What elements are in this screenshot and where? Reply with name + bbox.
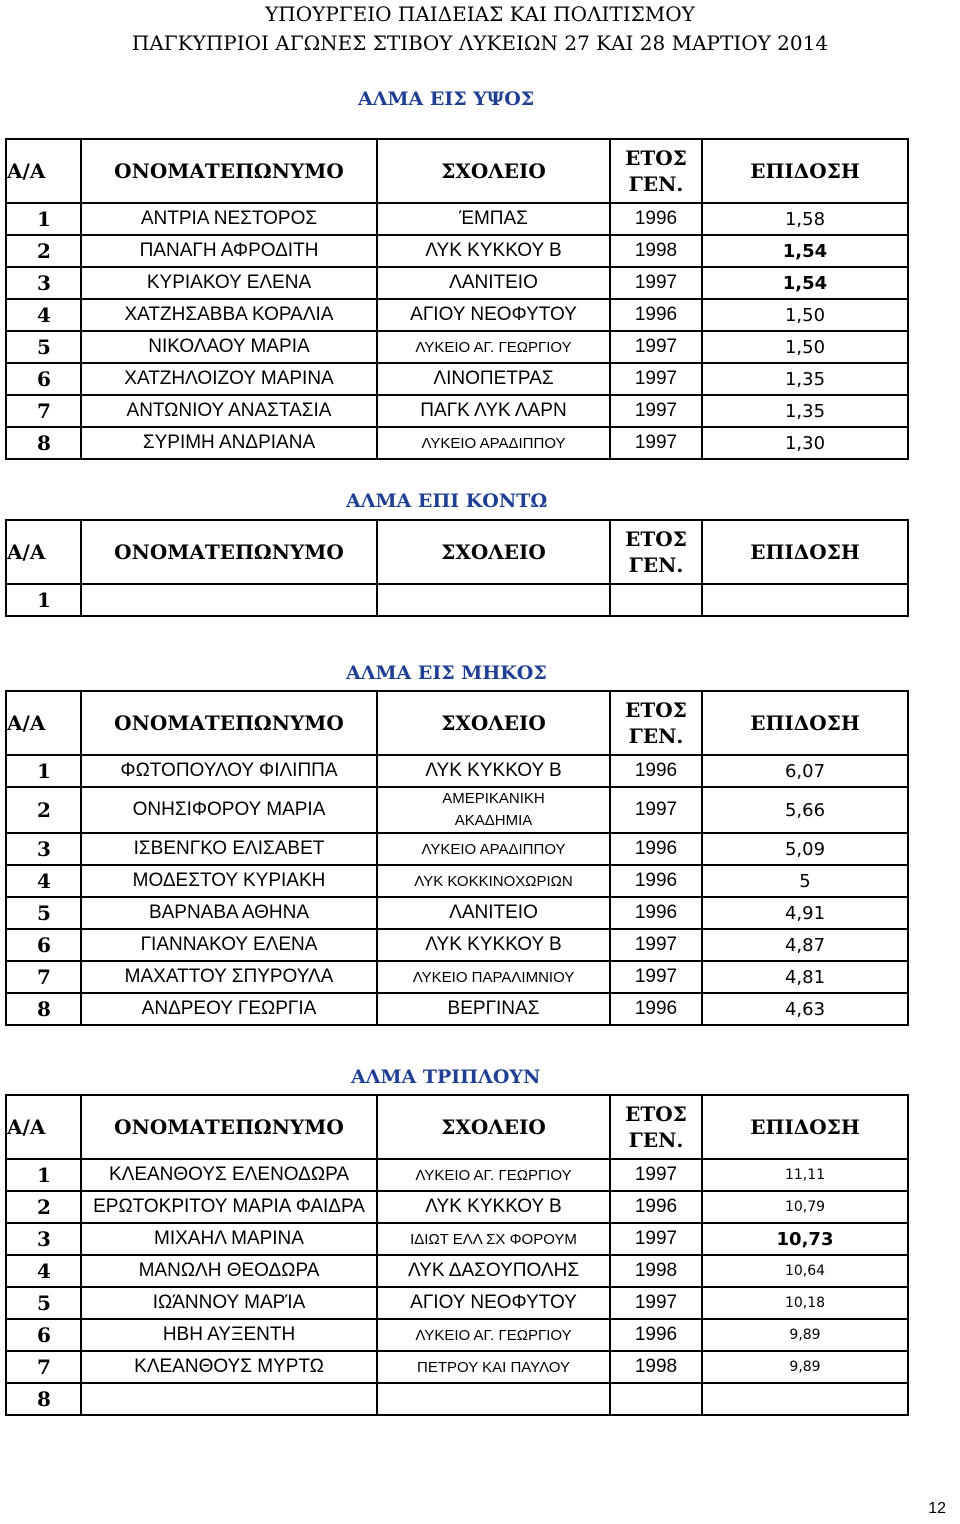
row-year: 1997 <box>610 961 702 993</box>
row-perf: 4,91 <box>702 897 908 929</box>
row-aa: 1 <box>6 755 81 787</box>
col-school: ΣΧΟΛΕΙΟ <box>377 1095 610 1159</box>
col-year-line2: ΓΕΝ. <box>628 724 684 748</box>
table-row <box>6 1287 908 1319</box>
row-perf: 1,50 <box>702 331 908 363</box>
row-school: ΈΜΠΑΣ <box>377 203 610 235</box>
table-row <box>6 865 908 897</box>
row-aa: 1 <box>6 584 81 616</box>
row-school <box>377 1383 610 1415</box>
row-name: ΜΙΧΑΗΛ ΜΑΡΙΝΑ <box>81 1223 377 1255</box>
col-year-line2: ΓΕΝ. <box>628 553 684 577</box>
table-row <box>6 1255 908 1287</box>
col-year <box>610 520 702 584</box>
row-name: ΚΥΡΙΑΚΟΥ ΕΛΕΝΑ <box>81 267 377 299</box>
row-perf <box>702 584 908 616</box>
row-year: 1996 <box>610 1319 702 1351</box>
row-perf: 10,64 <box>702 1255 908 1287</box>
row-aa: 4 <box>6 1255 81 1287</box>
row-perf: 10,79 <box>702 1191 908 1223</box>
row-name: ΓΙΑΝΝΑΚΟΥ ΕΛΕΝΑ <box>81 929 377 961</box>
row-name: ΙΣΒΕΝΓΚΟ ΕΛΙΣΑΒΕΤ <box>81 833 377 865</box>
row-year: 1996 <box>610 833 702 865</box>
row-aa: 7 <box>6 961 81 993</box>
row-school: ΛΥΚ ΚΥΚΚΟΥ Β <box>377 929 610 961</box>
row-perf: 1,54 <box>702 235 908 267</box>
row-school: ΛΥΚΕΙΟ ΑΡΑΔΙΠΠΟΥ <box>377 427 610 459</box>
col-aa: Α/Α <box>6 520 81 584</box>
row-aa: 6 <box>6 363 81 395</box>
row-aa: 2 <box>6 235 81 267</box>
row-school: ΛΥΚΕΙΟ ΠΑΡΑΛΙΜΝΙΟΥ <box>377 961 610 993</box>
col-perf: ΕΠΙΔΟΣΗ <box>702 520 908 584</box>
ministry-title: ΥΠΟΥΡΓΕΙΟ ΠΑΙΔΕΙΑΣ ΚΑΙ ΠΟΛΙΤΙΣΜΟΥ <box>265 2 695 26</box>
row-year: 1996 <box>610 755 702 787</box>
document-header <box>0 0 960 58</box>
col-aa: Α/Α <box>6 691 81 755</box>
col-year <box>610 691 702 755</box>
table-row <box>6 993 908 1025</box>
row-name: ΠΑΝΑΓΗ ΑΦΡΟΔΙΤΗ <box>81 235 377 267</box>
col-year-line2: ΓΕΝ. <box>628 172 684 196</box>
table-long-jump <box>5 690 909 1026</box>
row-year: 1996 <box>610 299 702 331</box>
col-year-line1: ΕΤΟΣ <box>625 698 687 722</box>
row-name: ΚΛΕΑΝΘΟΥΣ ΕΛΕΝΟΔΩΡΑ <box>81 1159 377 1191</box>
table-row <box>6 833 908 865</box>
row-name: ΧΑΤΖΗΛΟΙΖΟΥ ΜΑΡΙΝΑ <box>81 363 377 395</box>
row-aa: 1 <box>6 203 81 235</box>
table-high-jump <box>5 138 909 460</box>
row-year: 1997 <box>610 267 702 299</box>
row-perf: 5,66 <box>702 787 908 833</box>
row-name: ΜΑΝΩΛΗ ΘΕΟΔΩΡΑ <box>81 1255 377 1287</box>
section-title-triple-jump: ΑΛΜΑ ΤΡΙΠΛΟΥΝ <box>351 1066 541 1088</box>
row-perf: 4,81 <box>702 961 908 993</box>
col-school: ΣΧΟΛΕΙΟ <box>377 520 610 584</box>
row-perf: 1,58 <box>702 203 908 235</box>
page-number: 12 <box>928 1500 946 1517</box>
row-school: ΛΑΝΙΤΕΙΟ <box>377 897 610 929</box>
table-row <box>6 1351 908 1383</box>
row-aa: 2 <box>6 787 81 833</box>
row-school: ΛΥΚ ΚΟΚΚΙΝΟΧΩΡΙΩΝ <box>377 865 610 897</box>
row-name: ΑΝΔΡΕΟΥ ΓΕΩΡΓΙΑ <box>81 993 377 1025</box>
row-name: ΗΒΗ ΑΥΞΕΝΤΗ <box>81 1319 377 1351</box>
row-school-line1: ΑΜΕΡΙΚΑΝΙΚΗ <box>442 790 545 807</box>
row-perf: 5 <box>702 865 908 897</box>
row-perf: 5,09 <box>702 833 908 865</box>
col-aa: Α/Α <box>6 1095 81 1159</box>
row-name: ΑΝΤΩΝΙΟΥ ΑΝΑΣΤΑΣΙΑ <box>81 395 377 427</box>
row-name <box>81 584 377 616</box>
row-aa: 2 <box>6 1191 81 1223</box>
table-row <box>6 929 908 961</box>
row-year: 1997 <box>610 1287 702 1319</box>
row-year: 1998 <box>610 235 702 267</box>
row-perf: 6,07 <box>702 755 908 787</box>
row-perf: 1,50 <box>702 299 908 331</box>
table-triple-jump <box>5 1094 909 1416</box>
row-perf: 1,30 <box>702 427 908 459</box>
row-aa: 3 <box>6 267 81 299</box>
row-school: ΙΔΙΩΤ ΕΛΛ ΣΧ ΦΟΡΟΥΜ <box>377 1223 610 1255</box>
row-name: ΝΙΚΟΛΑΟΥ ΜΑΡΙΑ <box>81 331 377 363</box>
row-school: ΛΥΚΕΙΟ ΑΡΑΔΙΠΠΟΥ <box>377 833 610 865</box>
row-aa: 3 <box>6 1223 81 1255</box>
row-aa: 6 <box>6 1319 81 1351</box>
table-row <box>6 1159 908 1191</box>
col-school: ΣΧΟΛΕΙΟ <box>377 139 610 203</box>
row-perf: 10,73 <box>702 1223 908 1255</box>
row-year: 1997 <box>610 1159 702 1191</box>
row-school: ΛΥΚ ΔΑΣΟΥΠΟΛΗΣ <box>377 1255 610 1287</box>
row-school: ΛΙΝΟΠΕΤΡΑΣ <box>377 363 610 395</box>
table-row <box>6 203 908 235</box>
row-aa: 1 <box>6 1159 81 1191</box>
col-year-line1: ΕΤΟΣ <box>625 1102 687 1126</box>
row-school-line2: ΑΚΑΔΗΜΙΑ <box>454 812 533 829</box>
row-perf: 4,87 <box>702 929 908 961</box>
row-school: ΛΥΚΕΙΟ ΑΓ. ΓΕΩΡΓΙΟΥ <box>377 331 610 363</box>
row-name: ΜΟΔΕΣΤΟΥ ΚΥΡΙΑΚΗ <box>81 865 377 897</box>
row-aa: 8 <box>6 427 81 459</box>
section-title-pole-vault: ΑΛΜΑ ΕΠΙ ΚΟΝΤΩ <box>346 490 548 512</box>
table-row <box>6 897 908 929</box>
row-school: ΑΓΙΟΥ ΝΕΟΦΥΤΟΥ <box>377 299 610 331</box>
col-school: ΣΧΟΛΕΙΟ <box>377 691 610 755</box>
row-year: 1997 <box>610 929 702 961</box>
row-year <box>610 584 702 616</box>
row-name: ΜΑΧΑΤΤΟΥ ΣΠΥΡΟΥΛΑ <box>81 961 377 993</box>
row-name: ΕΡΩΤΟΚΡΙΤΟΥ ΜΑΡΙΑ ΦΑΙΔΡΑ <box>81 1191 377 1223</box>
table-row <box>6 787 908 833</box>
row-school: ΛΥΚΕΙΟ ΑΓ. ΓΕΩΡΓΙΟΥ <box>377 1159 610 1191</box>
row-school: ΠΑΓΚ ΛΥΚ ΛΑΡΝ <box>377 395 610 427</box>
row-aa: 5 <box>6 331 81 363</box>
section-title-long-jump: ΑΛΜΑ ΕΙΣ ΜΗΚΟΣ <box>346 662 547 684</box>
table-header-row <box>6 1095 908 1159</box>
table-row <box>6 267 908 299</box>
table-row <box>6 1223 908 1255</box>
row-name: ΙΩΆΝΝΟΥ ΜΑΡΊΑ <box>81 1287 377 1319</box>
row-school: ΛΥΚ ΚΥΚΚΟΥ Β <box>377 755 610 787</box>
row-aa: 7 <box>6 1351 81 1383</box>
row-perf: 1,54 <box>702 267 908 299</box>
table-header-row <box>6 520 908 584</box>
row-year: 1998 <box>610 1351 702 1383</box>
row-name: ΚΛΕΑΝΘΟΥΣ ΜΥΡΤΩ <box>81 1351 377 1383</box>
row-perf: 4,63 <box>702 993 908 1025</box>
row-year: 1998 <box>610 1255 702 1287</box>
row-year: 1996 <box>610 993 702 1025</box>
row-aa: 8 <box>6 993 81 1025</box>
table-row <box>6 427 908 459</box>
row-aa: 4 <box>6 865 81 897</box>
table-row <box>6 331 908 363</box>
col-year-line2: ΓΕΝ. <box>628 1128 684 1152</box>
row-school: ΛΑΝΙΤΕΙΟ <box>377 267 610 299</box>
table-row <box>6 1319 908 1351</box>
col-name: ΟΝΟΜΑΤΕΠΩΝΥΜΟ <box>81 1095 377 1159</box>
col-year-line1: ΕΤΟΣ <box>625 527 687 551</box>
row-name: ΣΥΡΙΜΗ ΑΝΔΡΙΑΝΑ <box>81 427 377 459</box>
col-year <box>610 139 702 203</box>
row-year: 1997 <box>610 395 702 427</box>
row-school: ΠΕΤΡΟΥ ΚΑΙ ΠΑΥΛΟΥ <box>377 1351 610 1383</box>
row-perf: 11,11 <box>702 1159 908 1191</box>
row-perf: 9,89 <box>702 1351 908 1383</box>
row-name: ΧΑΤΖΗΣΑΒΒΑ ΚΟΡΑΛΙΑ <box>81 299 377 331</box>
table-row <box>6 755 908 787</box>
table-header-row <box>6 139 908 203</box>
row-school: ΛΥΚ ΚΥΚΚΟΥ Β <box>377 1191 610 1223</box>
row-year: 1997 <box>610 363 702 395</box>
row-year: 1997 <box>610 787 702 833</box>
row-aa: 6 <box>6 929 81 961</box>
row-aa: 5 <box>6 897 81 929</box>
col-perf: ΕΠΙΔΟΣΗ <box>702 1095 908 1159</box>
col-perf: ΕΠΙΔΟΣΗ <box>702 139 908 203</box>
table-row <box>6 363 908 395</box>
col-aa: Α/Α <box>6 139 81 203</box>
table-header-row <box>6 691 908 755</box>
row-year <box>610 1383 702 1415</box>
row-school: ΛΥΚΕΙΟ ΑΓ. ΓΕΩΡΓΙΟΥ <box>377 1319 610 1351</box>
row-year: 1996 <box>610 897 702 929</box>
table-row <box>6 1191 908 1223</box>
row-aa: 4 <box>6 299 81 331</box>
row-school <box>377 584 610 616</box>
col-name: ΟΝΟΜΑΤΕΠΩΝΥΜΟ <box>81 139 377 203</box>
row-school: ΛΥΚ ΚΥΚΚΟΥ Β <box>377 235 610 267</box>
row-name: ΒΑΡΝΑΒΑ ΑΘΗΝΑ <box>81 897 377 929</box>
row-name: ΦΩΤΟΠΟΥΛΟΥ ΦΙΛΙΠΠΑ <box>81 755 377 787</box>
table-row <box>6 235 908 267</box>
row-name <box>81 1383 377 1415</box>
row-perf: 1,35 <box>702 395 908 427</box>
row-aa: 3 <box>6 833 81 865</box>
row-perf: 10,18 <box>702 1287 908 1319</box>
row-year: 1997 <box>610 331 702 363</box>
col-year <box>610 1095 702 1159</box>
table-row <box>6 961 908 993</box>
row-year: 1997 <box>610 427 702 459</box>
row-perf <box>702 1383 908 1415</box>
row-school: ΒΕΡΓΙΝΑΣ <box>377 993 610 1025</box>
section-title-high-jump: ΑΛΜΑ ΕΙΣ ΥΨΟΣ <box>358 88 535 110</box>
row-year: 1996 <box>610 865 702 897</box>
row-aa: 5 <box>6 1287 81 1319</box>
event-title: ΠΑΓΚΥΠΡΙΟΙ ΑΓΩΝΕΣ ΣΤΙΒΟΥ ΛΥΚΕΙΩΝ 27 ΚΑΙ 28 ΜΑΡΤΙΟΥ 2014 <box>131 31 829 55</box>
row-aa: 7 <box>6 395 81 427</box>
table-row <box>6 395 908 427</box>
col-year-line1: ΕΤΟΣ <box>625 146 687 170</box>
row-year: 1996 <box>610 1191 702 1223</box>
row-school <box>377 787 610 833</box>
row-school: ΑΓΙΟΥ ΝΕΟΦΥΤΟΥ <box>377 1287 610 1319</box>
row-aa: 8 <box>6 1383 81 1415</box>
row-perf: 1,35 <box>702 363 908 395</box>
row-year: 1996 <box>610 203 702 235</box>
table-row <box>6 1383 908 1415</box>
table-pole-vault <box>5 519 909 617</box>
table-row <box>6 299 908 331</box>
col-name: ΟΝΟΜΑΤΕΠΩΝΥΜΟ <box>81 691 377 755</box>
row-year: 1997 <box>610 1223 702 1255</box>
col-name: ΟΝΟΜΑΤΕΠΩΝΥΜΟ <box>81 520 377 584</box>
row-name: ΑΝΤΡΙΑ ΝΕΣΤΟΡΟΣ <box>81 203 377 235</box>
row-name: ΟΝΗΣΙΦΟΡΟΥ ΜΑΡΙΑ <box>81 787 377 833</box>
table-row <box>6 584 908 616</box>
col-perf: ΕΠΙΔΟΣΗ <box>702 691 908 755</box>
row-perf: 9,89 <box>702 1319 908 1351</box>
